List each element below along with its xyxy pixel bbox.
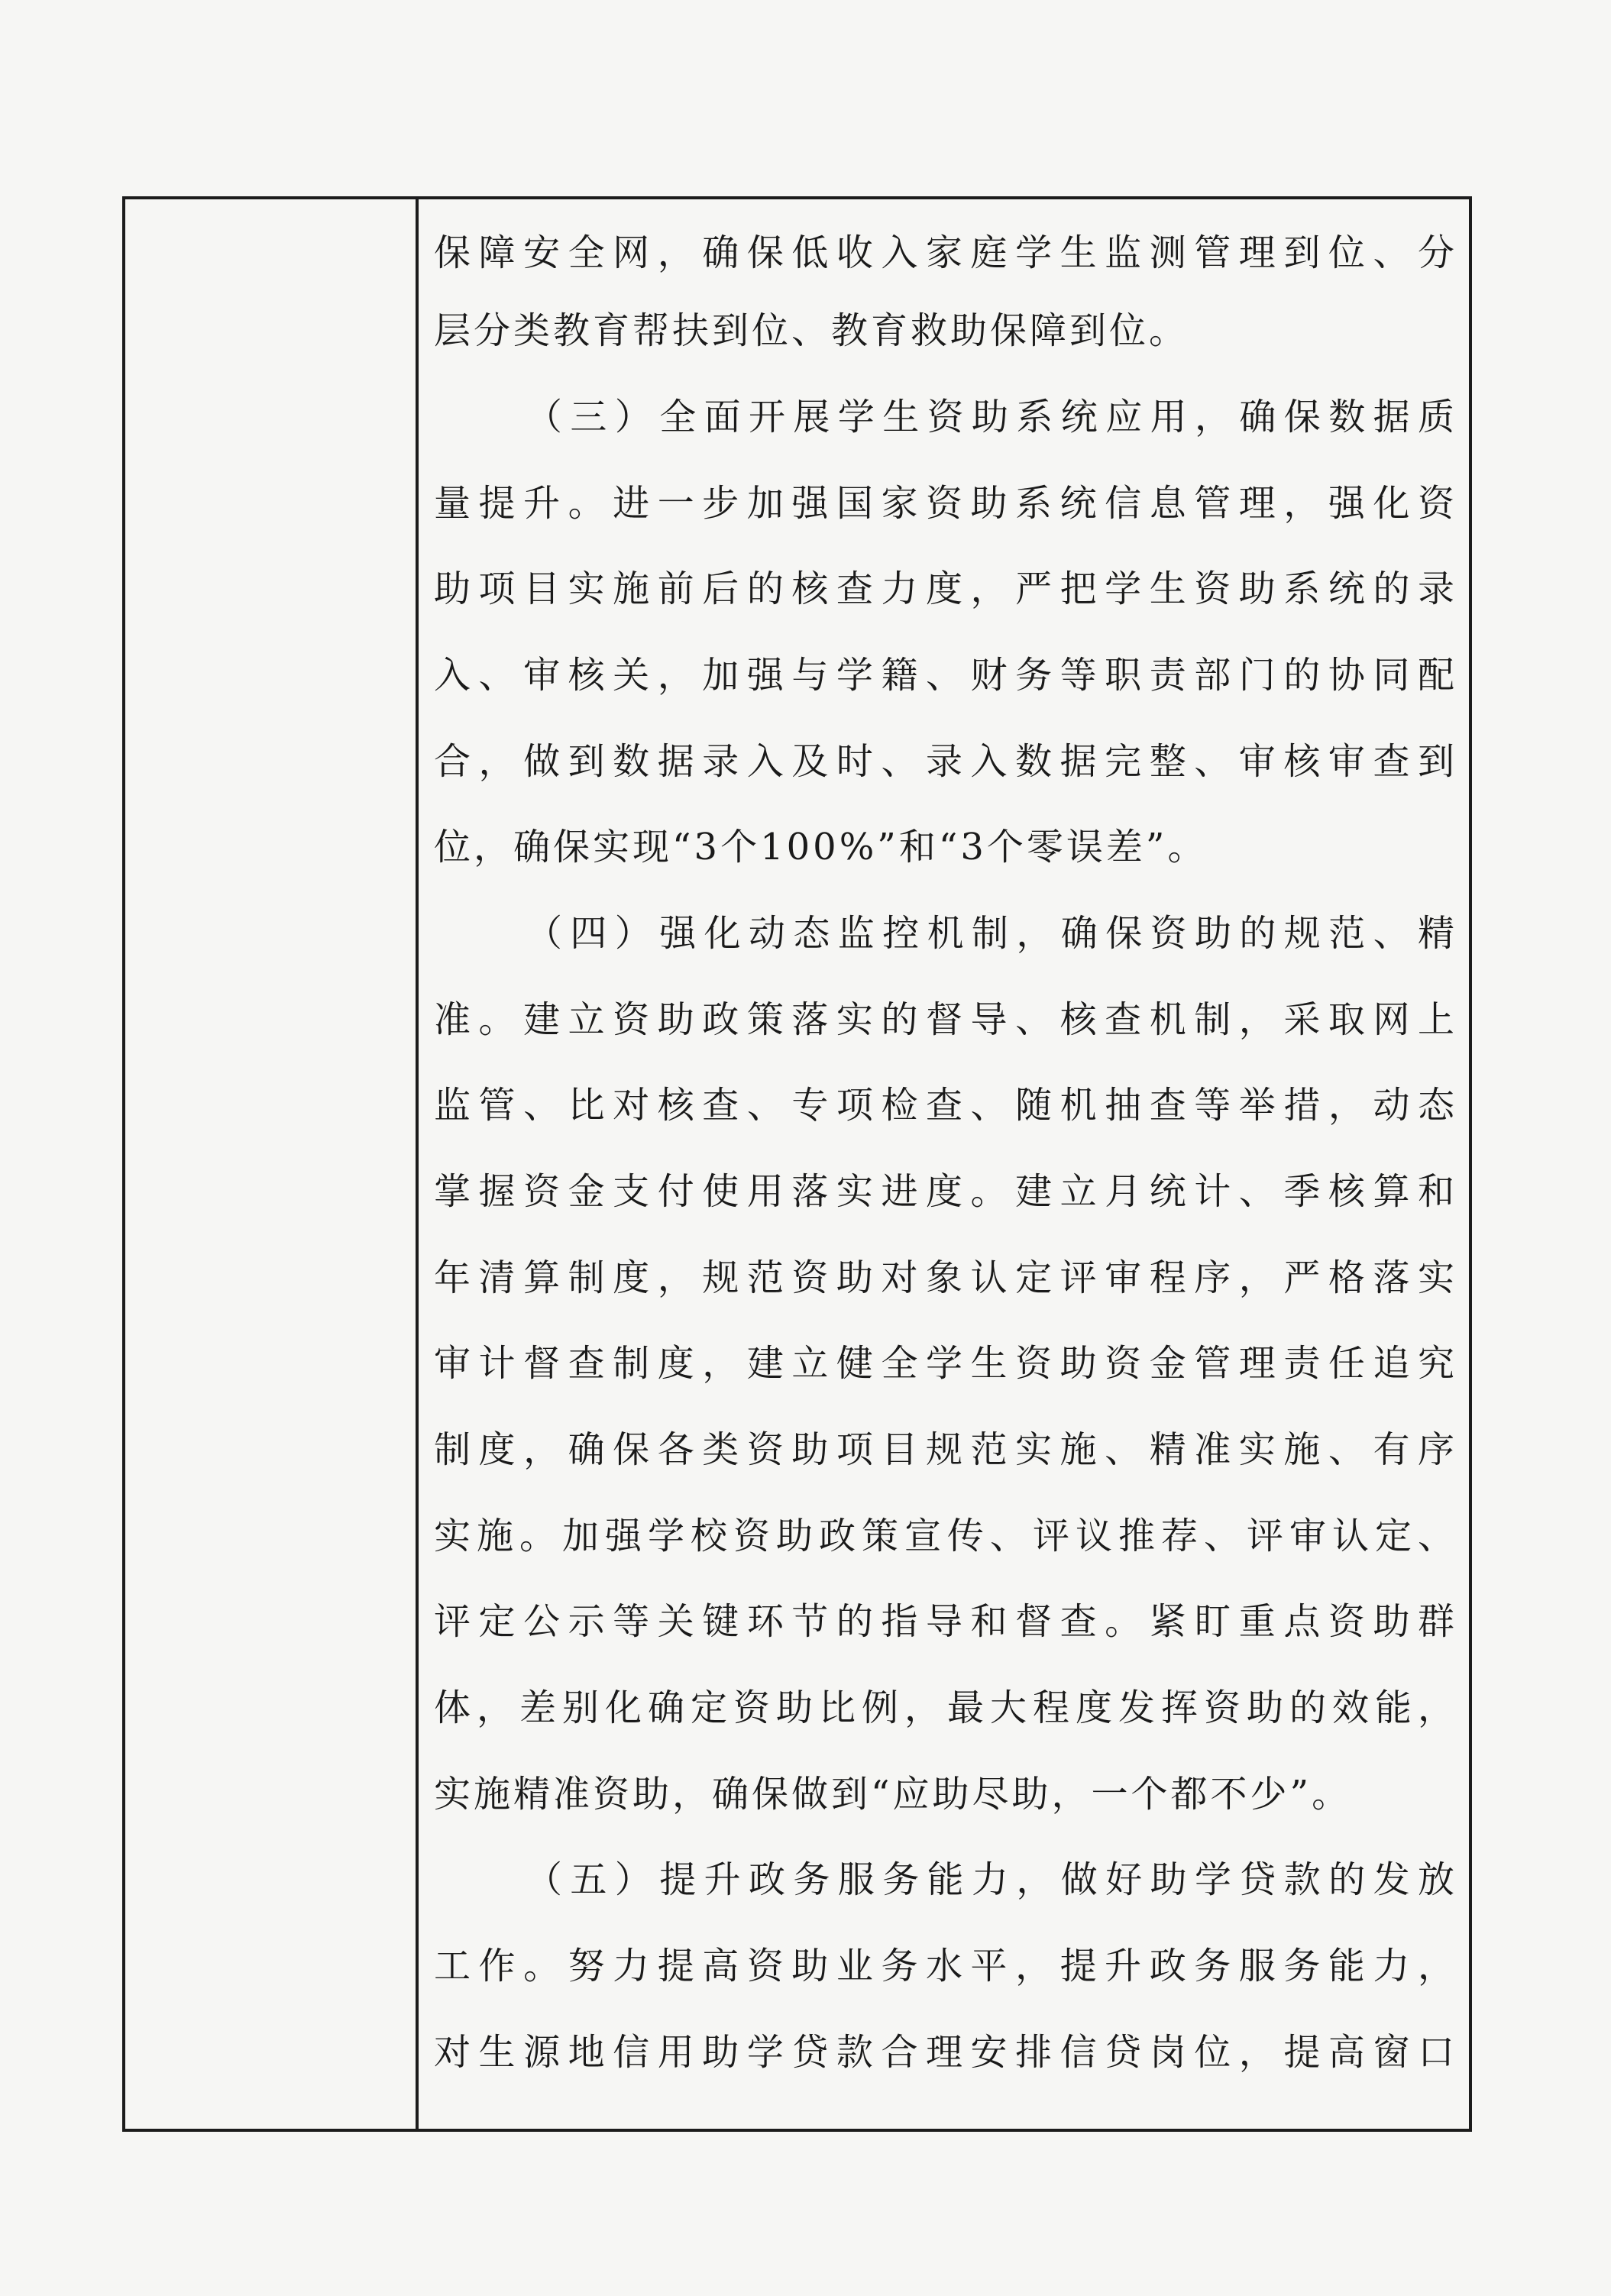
text-line: 位，确保实现“3个100%”和“3个零误差”。 [434, 826, 1208, 868]
text-line: 体，差别化确定资助比例，最大程度发挥资助的效能， [434, 1686, 1457, 1729]
text-line: 年清算制度，规范资助对象认定评审程序，严格落实 [434, 1256, 1457, 1299]
table-content-cell [419, 199, 1469, 2129]
text-line: 合，做到数据录入及时、录入数据完整、审核审查到 [434, 740, 1457, 783]
text-line: （三）全面开展学生资助系统应用，确保数据质 [526, 396, 1457, 438]
document-table [122, 196, 1472, 2132]
text-line: （五）提升政务服务能力，做好助学贷款的发放 [526, 1858, 1457, 1901]
text-line: 评定公示等关键环节的指导和督查。紧盯重点资助群 [434, 1600, 1457, 1643]
text-line: 工作。努力提高资助业务水平，提升政务服务能力， [434, 1945, 1457, 1987]
text-line: 入、审核关，加强与学籍、财务等职责部门的协同配 [434, 654, 1457, 697]
text-line: （四）强化动态监控机制，确保资助的规范、精 [526, 912, 1457, 955]
text-line: 掌握资金支付使用落实进度。建立月统计、季核算和 [434, 1170, 1457, 1213]
text-line: 实施精准资助，确保做到“应助尽助，一个都不少”。 [434, 1773, 1352, 1816]
text-line: 层分类教育帮扶到位、教育救助保障到位。 [434, 309, 1189, 352]
text-line: 准。建立资助政策落实的督导、核查机制，采取网上 [434, 998, 1457, 1041]
text-line: 实施。加强学校资助政策宣传、评议推荐、评审认定、 [434, 1515, 1457, 1557]
text-line: 审计督查制度，建立健全学生资助资金管理责任追究 [434, 1342, 1457, 1385]
text-line: 助项目实施前后的核查力度，严把学生资助系统的录 [434, 568, 1457, 610]
text-line: 量提升。进一步加强国家资助系统信息管理，强化资 [434, 482, 1457, 525]
text-line: 对生源地信用助学贷款合理安排信贷岗位，提高窗口 [434, 2031, 1457, 2074]
text-line: 监管、比对核查、专项检查、随机抽查等举措，动态 [434, 1084, 1457, 1127]
table-left-cell [125, 199, 416, 2129]
text-line: 保障安全网，确保低收入家庭学生监测管理到位、分 [434, 231, 1457, 274]
text-line: 制度，确保各类资助项目规范实施、精准实施、有序 [434, 1428, 1457, 1471]
